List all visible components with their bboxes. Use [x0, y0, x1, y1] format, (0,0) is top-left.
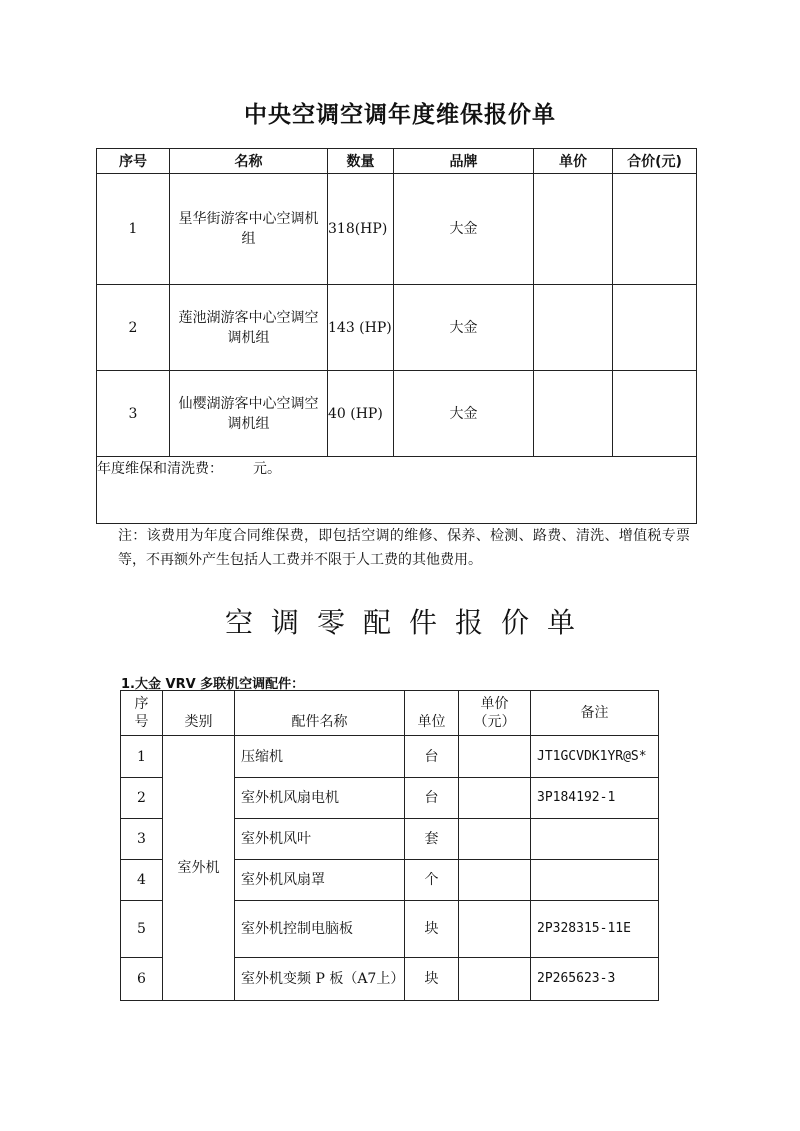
quote-title: 中央空调空调年度维保报价单	[244, 102, 556, 128]
part-remark	[531, 819, 659, 860]
row-no: 2	[97, 285, 170, 371]
row-unit-price	[534, 174, 613, 285]
row-name: 仙樱湖游客中心空调空调机组	[170, 371, 328, 457]
part-name: 室外机变频 P 板（A7上）	[235, 958, 405, 1001]
fee-row	[97, 457, 697, 524]
header-unit-price: 单价	[534, 149, 613, 174]
table-row	[97, 371, 697, 457]
part-unit: 台	[405, 736, 459, 778]
section-title: 1.大金 VRV 多联机空调配件：	[121, 677, 305, 692]
row-unit-price	[534, 371, 613, 457]
part-name: 室外机风扇电机	[235, 778, 405, 819]
part-price	[459, 736, 531, 778]
row-brand: 大金	[394, 371, 534, 457]
part-remark: 3P184192-1	[531, 778, 659, 819]
header-qty: 数量	[328, 149, 394, 174]
row-brand: 大金	[394, 285, 534, 371]
row-no: 1	[97, 174, 170, 285]
header-no: 序号	[97, 149, 170, 174]
fee-cell	[97, 457, 697, 524]
fee-unit: 元。	[253, 461, 281, 477]
part-price	[459, 958, 531, 1001]
part-no: 4	[121, 860, 163, 901]
part-price	[459, 860, 531, 901]
part-name: 室外机风叶	[235, 819, 405, 860]
parts-header-price: 单价（元）	[459, 691, 531, 736]
table-row	[97, 285, 697, 371]
part-remark: 2P328315-11E	[531, 901, 659, 958]
row-name: 莲池湖游客中心空调空调机组	[170, 285, 328, 371]
parts-table	[120, 690, 659, 1001]
parts-header-row	[121, 691, 659, 736]
row-name: 星华街游客中心空调机组	[170, 174, 328, 285]
parts-header-no: 序号	[121, 691, 163, 736]
part-remark: 2P265623-3	[531, 958, 659, 1001]
row-qty: 143 (HP)	[328, 285, 394, 371]
row-total	[613, 285, 697, 371]
row-qty: 318(HP)	[328, 174, 394, 285]
table-row	[121, 736, 659, 778]
part-unit: 块	[405, 958, 459, 1001]
table-row	[97, 174, 697, 285]
part-no: 1	[121, 736, 163, 778]
part-name: 室外机风扇罩	[235, 860, 405, 901]
part-name: 压缩机	[235, 736, 405, 778]
part-remark: JT1GCVDK1YR@S*	[531, 736, 659, 778]
part-category: 室外机	[163, 736, 235, 1001]
row-no: 3	[97, 371, 170, 457]
parts-header-category: 类别	[163, 691, 235, 736]
fee-label: 年度维保和清洗费：	[97, 461, 223, 477]
row-total	[613, 371, 697, 457]
header-total: 合价(元)	[613, 149, 697, 174]
header-name: 名称	[170, 149, 328, 174]
part-unit: 块	[405, 901, 459, 958]
part-price	[459, 778, 531, 819]
parts-title: 空调零配件报价单	[224, 606, 593, 639]
part-name: 室外机控制电脑板	[235, 901, 405, 958]
part-no: 3	[121, 819, 163, 860]
row-brand: 大金	[394, 174, 534, 285]
row-qty: 40 (HP)	[328, 371, 394, 457]
part-unit: 套	[405, 819, 459, 860]
part-price	[459, 819, 531, 860]
row-total	[613, 174, 697, 285]
parts-header-remark: 备注	[531, 691, 659, 736]
part-remark	[531, 860, 659, 901]
row-unit-price	[534, 285, 613, 371]
table-header-row	[97, 149, 697, 174]
parts-header-name: 配件名称	[235, 691, 405, 736]
quote-note: 注：该费用为年度合同维保费，即包括空调的维修、保养、检测、路费、清洗、增值税专票等，不再额外产生包括人工费并不限于人工费的其他费用。	[118, 528, 690, 568]
part-price	[459, 901, 531, 958]
part-unit: 个	[405, 860, 459, 901]
header-brand: 品牌	[394, 149, 534, 174]
maintenance-quote-table	[96, 148, 697, 524]
part-no: 2	[121, 778, 163, 819]
part-unit: 台	[405, 778, 459, 819]
part-no: 6	[121, 958, 163, 1001]
part-no: 5	[121, 901, 163, 958]
parts-header-unit: 单位	[405, 691, 459, 736]
